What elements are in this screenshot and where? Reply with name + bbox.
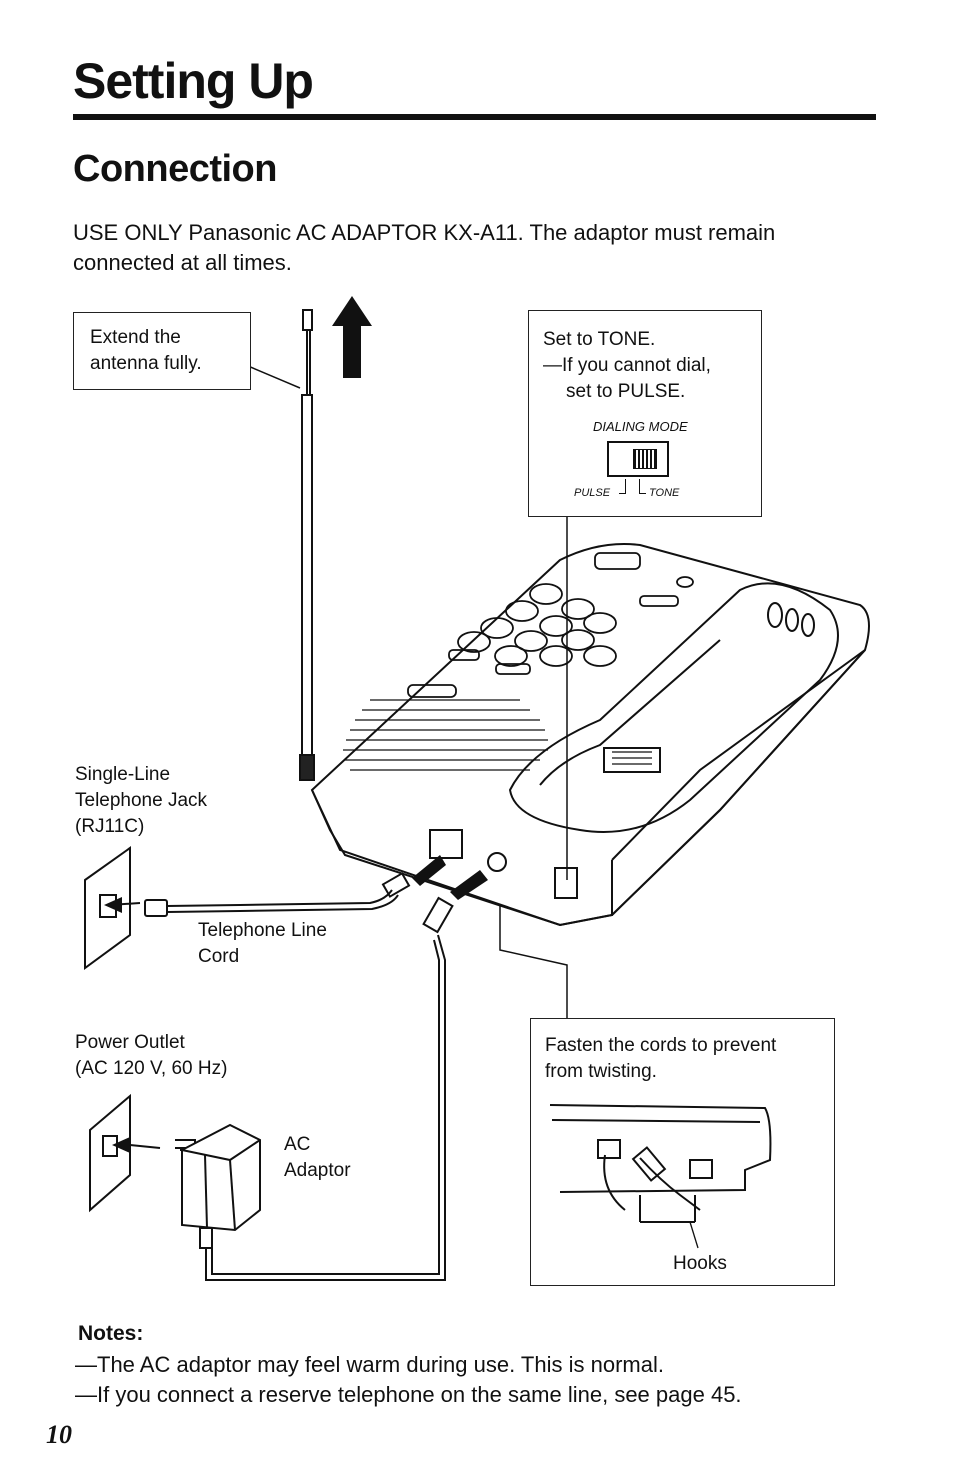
section-title: Connection xyxy=(73,148,277,190)
tone-marker xyxy=(639,479,646,494)
hooks-label: Hooks xyxy=(673,1253,727,1274)
dialing-mode-callout xyxy=(528,310,762,517)
phone-base-icon xyxy=(312,544,869,925)
outlet-label-1: Power Outlet xyxy=(75,1032,185,1053)
tone-label: TONE xyxy=(649,487,680,499)
dialing-line-3: set to PULSE. xyxy=(566,381,686,402)
wall-jack-icon xyxy=(85,848,140,968)
notes-title: Notes: xyxy=(78,1322,144,1345)
adaptor-label-2: Adaptor xyxy=(284,1160,351,1181)
note-item-1: —The AC adaptor may feel warm during use. This is normal. xyxy=(75,1352,664,1377)
line-cord-label-2: Cord xyxy=(198,946,240,967)
switch-knob-icon xyxy=(633,449,657,469)
dialing-line-2: —If you cannot dial, xyxy=(543,355,711,376)
antenna-icon xyxy=(248,310,314,780)
antenna-callout xyxy=(73,312,251,390)
pulse-marker xyxy=(619,479,626,494)
line-cord-label-1: Telephone Line xyxy=(198,920,327,941)
dialing-line-1: Set to TONE. xyxy=(543,329,656,350)
outlet-label-2: (AC 120 V, 60 Hz) xyxy=(75,1058,228,1079)
jack-label-2: Telephone Jack xyxy=(75,790,208,811)
page-number: 10 xyxy=(46,1420,72,1449)
jack-label-1: Single-Line xyxy=(75,764,171,785)
fasten-line-2: from twisting. xyxy=(545,1061,657,1082)
fasten-line-1: Fasten the cords to prevent xyxy=(545,1035,777,1056)
dialing-mode-switch xyxy=(607,441,669,477)
jack-label-3: (RJ11C) xyxy=(75,816,145,837)
up-arrow-icon xyxy=(332,296,372,378)
note-item-2: —If you connect a reserve telephone on the same line, see page 45. xyxy=(75,1382,742,1407)
pulse-label: PULSE xyxy=(574,487,611,499)
antenna-callout-line-1: Extend the xyxy=(90,327,181,348)
adaptor-label-1: AC xyxy=(284,1134,311,1155)
dialing-mode-label: DIALING MODE xyxy=(593,419,688,434)
power-outlet-icon xyxy=(90,1096,160,1210)
antenna-callout-line-2: antenna fully. xyxy=(90,353,202,374)
page-title: Setting Up xyxy=(73,53,313,109)
fasten-callout xyxy=(530,1018,835,1286)
intro-text: USE ONLY Panasonic AC ADAPTOR KX-A11. The adaptor must remain connected at all times. xyxy=(73,220,776,275)
